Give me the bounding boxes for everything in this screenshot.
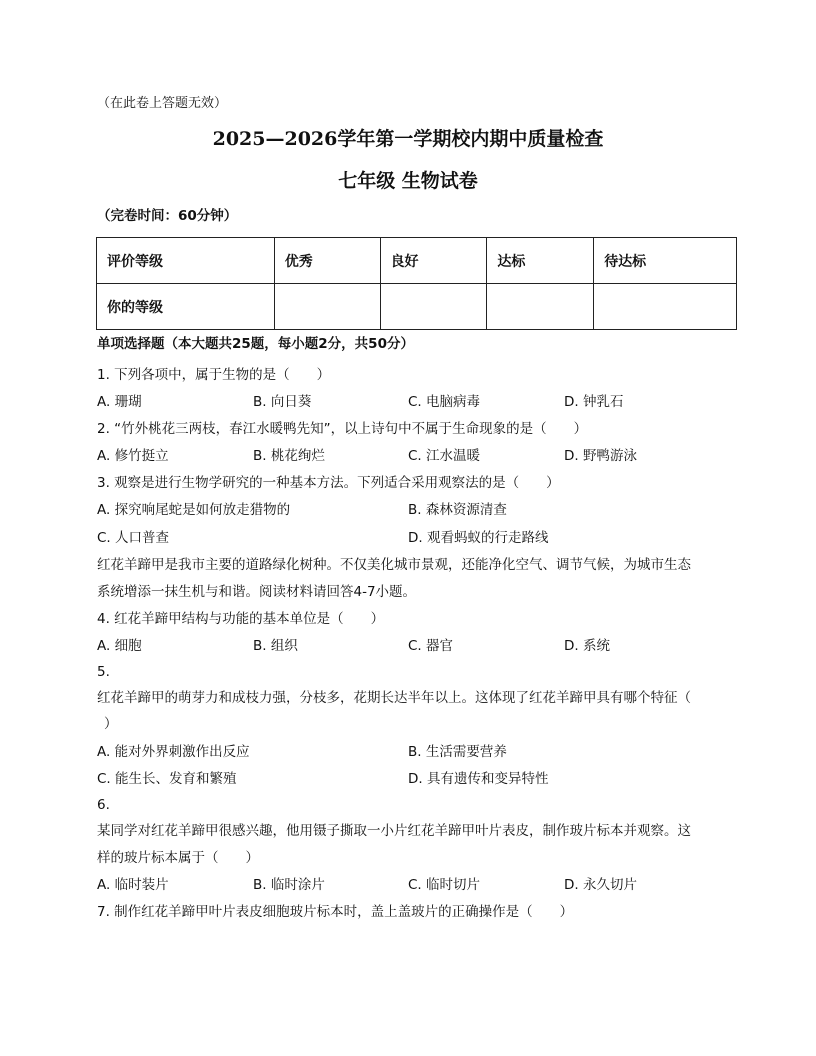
option-b[interactable]: B. 生活需要营养 <box>408 744 507 760</box>
question-stem: 4. 红花羊蹄甲结构与功能的基本单位是（ ） <box>97 611 385 627</box>
option-a[interactable]: A. 探究响尾蛇是如何放走猎物的 <box>97 502 291 518</box>
option-d[interactable]: D. 野鸭游泳 <box>564 448 637 464</box>
question-stem: 某同学对红花羊蹄甲很感兴趣，他用镊子撕取一小片红花羊蹄甲叶片表皮，制作玻片标本并观察。这 <box>97 823 691 839</box>
question-number: 6. <box>97 797 110 813</box>
grade-header-cell: 评价等级 <box>97 238 275 284</box>
passage-line: 系统增添一抹生机与和谐。阅读材料请回答4-7小题。 <box>97 584 417 600</box>
grade-table-row <box>97 284 737 330</box>
option-a[interactable]: A. 珊瑚 <box>97 394 142 410</box>
option-d[interactable]: D. 系统 <box>564 638 610 654</box>
option-b[interactable]: B. 森林资源清查 <box>408 502 507 518</box>
option-d[interactable]: D. 观看蚂蚁的行走路线 <box>408 530 549 546</box>
grade-cell-empty[interactable] <box>380 284 487 330</box>
option-b[interactable]: B. 组织 <box>253 638 298 654</box>
grade-cell-empty[interactable] <box>274 284 380 330</box>
passage-line: 红花羊蹄甲是我市主要的道路绿化树种。不仅美化城市景观，还能净化空气、调节气候，为城市生态 <box>97 557 691 573</box>
exam-subtitle: 七年级 生物试卷 <box>338 170 478 192</box>
option-c[interactable]: C. 江水温暖 <box>408 448 481 464</box>
option-a[interactable]: A. 细胞 <box>97 638 142 654</box>
grade-table <box>96 237 737 330</box>
grade-table-header-row <box>97 238 737 284</box>
question-stem: 1. 下列各项中，属于生物的是（ ） <box>97 367 331 383</box>
grade-header-cell: 良好 <box>380 238 487 284</box>
question-stem-continued: ） <box>104 716 118 732</box>
question-stem: 3. 观察是进行生物学研究的一种基本方法。下列适合采用观察法的是（ ） <box>97 475 560 491</box>
grade-header-cell: 待达标 <box>594 238 737 284</box>
option-b[interactable]: B. 桃花绚烂 <box>253 448 325 464</box>
question-stem: 7. 制作红花羊蹄甲叶片表皮细胞玻片标本时，盖上盖玻片的正确操作是（ ） <box>97 904 574 920</box>
question-stem: 红花羊蹄甲的萌芽力和成枝力强，分枝多，花期长达半年以上。这体现了红花羊蹄甲具有哪个特征（ <box>97 690 691 706</box>
option-a[interactable]: A. 能对外界刺激作出反应 <box>97 744 250 760</box>
option-c[interactable]: C. 器官 <box>408 638 454 654</box>
option-a[interactable]: A. 修竹挺立 <box>97 448 169 464</box>
grade-header-cell: 优秀 <box>274 238 380 284</box>
option-d[interactable]: D. 钟乳石 <box>564 394 624 410</box>
option-c[interactable]: C. 能生长、发育和繁殖 <box>97 771 237 787</box>
grade-cell-empty[interactable] <box>594 284 737 330</box>
question-stem: 2. “竹外桃花三两枝，春江水暖鸭先知”，以上诗句中不属于生命现象的是（ ） <box>97 421 588 437</box>
exam-title: 2025—2026学年第一学期校内期中质量检查 <box>212 128 604 150</box>
option-b[interactable]: B. 临时涂片 <box>253 877 325 893</box>
option-c[interactable]: C. 人口普查 <box>97 530 170 546</box>
option-c[interactable]: C. 临时切片 <box>408 877 481 893</box>
question-stem-continued: 样的玻片标本属于（ ） <box>97 850 259 866</box>
option-b[interactable]: B. 向日葵 <box>253 394 312 410</box>
grade-row-label: 你的等级 <box>97 284 275 330</box>
option-a[interactable]: A. 临时装片 <box>97 877 169 893</box>
option-c[interactable]: C. 电脑病毒 <box>408 394 481 410</box>
option-d[interactable]: D. 具有遗传和变异特性 <box>408 771 549 787</box>
question-number: 5. <box>97 664 110 680</box>
option-d[interactable]: D. 永久切片 <box>564 877 637 893</box>
grade-cell-empty[interactable] <box>487 284 594 330</box>
exam-time: （完卷时间：60分钟） <box>97 208 238 224</box>
grade-header-cell: 达标 <box>487 238 594 284</box>
section-title: 单项选择题（本大题共25题，每小题2分，共50分） <box>97 336 414 352</box>
answer-note: （在此卷上答题无效） <box>97 96 228 111</box>
